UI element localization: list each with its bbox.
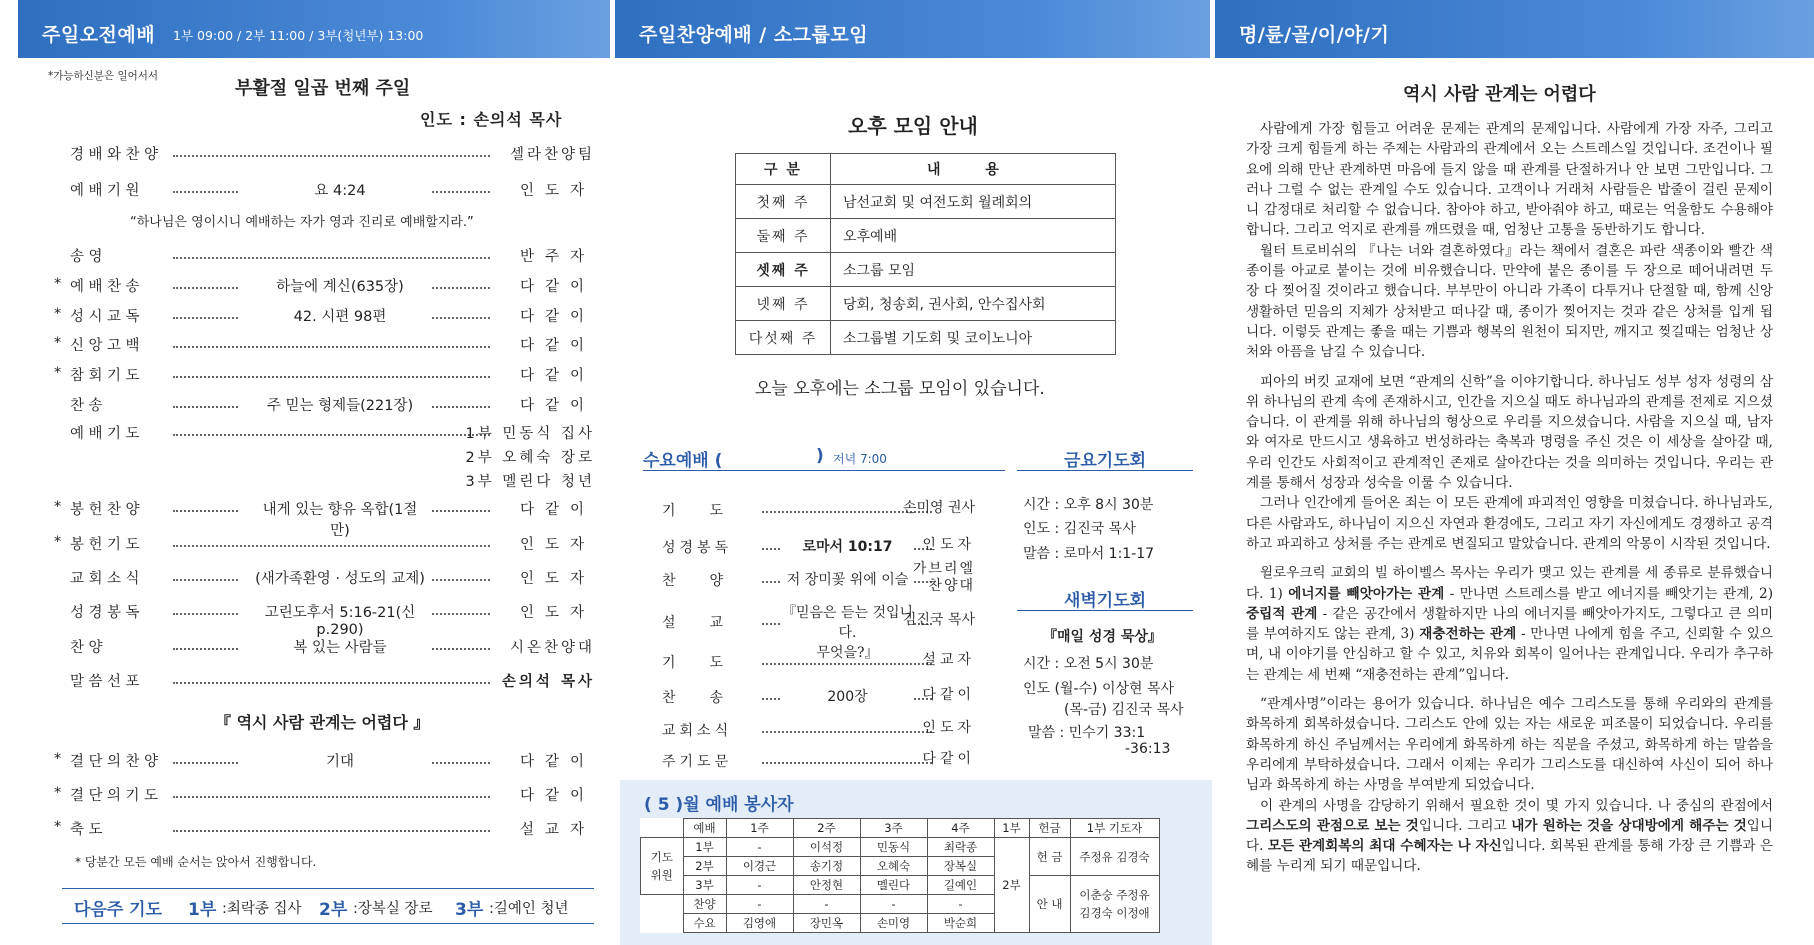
leader-dots (432, 317, 490, 319)
cell: 찬양 (683, 895, 726, 914)
wed-person: 김진국 목사 (902, 612, 975, 628)
leader-dots (173, 579, 238, 581)
order-detail: 기대 (325, 754, 354, 770)
col-head: 2주 (793, 819, 860, 838)
afternoon-table (735, 153, 1116, 355)
row-content: 오후예배 (831, 219, 1116, 253)
row-week: 넷째 주 (736, 287, 831, 321)
leader-dots (432, 406, 490, 408)
order-label: 예배찬송 (70, 279, 145, 295)
standing-mark: * (54, 306, 62, 322)
leader-dots (173, 434, 490, 436)
order-row (70, 143, 595, 165)
order-label: 참회기도 (70, 368, 145, 384)
cell: 안정현 (793, 876, 860, 895)
order-detail: 42. 시편 98편 (293, 309, 387, 325)
order-row (70, 179, 595, 201)
wed-detail: 저 장미꽃 위에 이슬 (786, 572, 909, 588)
prayer-2: 2부 오혜숙 장로 (465, 450, 595, 466)
essay-title: 역시 사람 관계는 어렵다 (1403, 84, 1596, 105)
wed-person: 다같이 (922, 687, 975, 703)
table-row (736, 287, 1116, 321)
row-content: 남선교회 및 여전도회 월례회의 (831, 185, 1116, 219)
wed-label: 기도 (662, 503, 758, 519)
order-detail: (새가족환영 · 성도의 교제) (255, 571, 425, 587)
leader-dots (432, 510, 490, 512)
next-part-2: 2부 (319, 900, 348, 920)
cell: 안 내 (1029, 876, 1070, 933)
order-person: 셀라찬양팀 (509, 147, 595, 163)
order-detail: 내게 있는 향유 옥합(1절만) (262, 502, 418, 539)
essay-body (1246, 119, 1773, 886)
order-row (70, 670, 595, 692)
order-person: 다같이 (519, 398, 595, 414)
cell: 헌 금 (1029, 838, 1070, 876)
wed-label: 기도 (662, 655, 758, 671)
blank-cell (641, 819, 684, 838)
leader-dots (173, 682, 490, 684)
dawn-line: (목-금) 김진국 목사 (1064, 702, 1184, 718)
order-person: 인도자 (519, 605, 595, 621)
leader-dots (432, 613, 490, 615)
vol-title: ( 5 )월 예배 봉사자 (644, 795, 794, 815)
standing-mark: * (54, 499, 62, 515)
blank-cell (641, 895, 684, 914)
order-person: 인도자 (519, 537, 595, 553)
order-person: 다같이 (519, 368, 595, 384)
order-row (54, 784, 595, 806)
volunteers-box (620, 780, 1212, 945)
next-week-prayer (62, 888, 594, 924)
wed-close: ) (816, 446, 824, 466)
table-row (736, 219, 1116, 253)
leader-dots (762, 731, 932, 733)
standing-mark: * (54, 751, 62, 767)
wed-detail: 『믿음은 듣는 것입니다. 무엇을?』 (781, 605, 914, 661)
leader-dots (173, 830, 490, 832)
cell: - (726, 895, 793, 914)
standing-mark: * (54, 335, 62, 351)
wed-person: 설교자 (922, 652, 975, 668)
wed-row (650, 687, 975, 709)
order-detail: 요 4:24 (314, 183, 366, 199)
essay-paragraph: 이 관계의 사명을 감당하기 위해서 필요한 것이 몇 가지 있습니다. 나 중심의 관점에서 그리스도의 관점으로 보는 것입니다. 그리고 내가 원하는 것을 상대방에게 해주는 것입니다. 모든 관계회복의 최대 수혜자는 나 자신입니다. 회복된 관계를 통해 가장 큰 기쁨과 은혜를 누리게 되기 때문입니다. (1246, 797, 1773, 875)
order-label: 축도 (70, 822, 108, 838)
sunday-morning-band (18, 0, 610, 58)
leader-dots (173, 762, 238, 764)
order-person: 다같이 (519, 502, 595, 518)
service-title: 부활절 일곱 번째 주일 (235, 78, 411, 99)
order-label: 경배와찬양 (70, 147, 163, 163)
essay-paragraph: 월터 트로비쉬의 『나는 너와 결혼하였다』라는 책에서 결혼은 파란 색종이와 빨간 색종이를 아교로 붙이는 것에 비유했습니다. 만약에 붙은 종이를 두 장으로 떼어내려면 두 장 다 찢어질 것이라고 했습니다. 부부만이 아니라 가족이 다투거나 단절할 때, 함께 신앙 생활하던 믿음의 지체가 상처받고 떠나갈 때, 종이가 찢어지는 것과 같은 상처를 입게 됩니다. 이렇듯 관계는 좋을 때는 기쁨과 행복의 원천이 되지만, 깨지고 찢길때는 엄청난 상처와 아픔을 남길 수 있습니다. (1246, 242, 1773, 361)
cell: 2부 (994, 838, 1029, 933)
next-name-3: :길예인 청년 (489, 901, 569, 917)
fri-line: 시간 : 오후 8시 30분 (1023, 497, 1154, 513)
row-week: 첫째 주 (736, 185, 831, 219)
cell: 박순희 (927, 914, 994, 933)
row-content: 당회, 청송회, 권사회, 안수집사회 (831, 287, 1116, 321)
order-person: 다같이 (519, 754, 595, 770)
standing-mark: * (54, 819, 62, 835)
order-row (70, 422, 595, 444)
leader-dots (173, 376, 490, 378)
leader-dots (762, 762, 932, 764)
standing-mark: * (54, 365, 62, 381)
row-week: 둘째 주 (736, 219, 831, 253)
leader-dots (173, 257, 490, 259)
wed-person: 가브리엘 찬양대 (912, 561, 975, 594)
dawn-line: 말씀 : 민수기 33:1 (1028, 725, 1146, 741)
leader-dots (173, 287, 238, 289)
next-name-1: :최락종 집사 (222, 901, 302, 917)
leader-dots (173, 155, 490, 157)
leader-dots (173, 613, 238, 615)
next-part-3: 3부 (455, 900, 484, 920)
wed-row (650, 720, 975, 742)
standing-mark: * (54, 785, 62, 801)
dawn-sub: 『매일 성경 묵상』 (1043, 629, 1162, 645)
fri-line: 인도 : 김진국 목사 (1023, 521, 1136, 537)
wed-row (650, 652, 975, 674)
cell: 수요 (683, 914, 726, 933)
leader: 인도 : 손의석 목사 (420, 110, 563, 129)
order-person: 다같이 (519, 338, 595, 354)
group-label: 기도 위원 (641, 838, 684, 895)
wed-row (650, 561, 975, 594)
order-person: 손의석 목사 (501, 674, 595, 690)
order-detail: 고린도후서 5:16-21(신p.290) (264, 605, 416, 638)
dawn-line: -36:13 (1125, 741, 1171, 757)
leader-dots (173, 191, 238, 193)
order-row (54, 533, 595, 555)
afternoon-band (615, 0, 1210, 58)
order-label: 교회소식 (70, 571, 145, 587)
table-row (736, 321, 1116, 355)
order-label: 예배기도 (70, 426, 145, 442)
order-person: 반주자 (519, 249, 595, 265)
order-label: 성경봉독 (70, 605, 145, 621)
cell: 이석정 (793, 838, 860, 857)
order-row (70, 636, 595, 658)
order-label: 봉헌찬양 (70, 502, 145, 518)
wed-detail: 200장 (827, 689, 868, 705)
col-head: 1주 (726, 819, 793, 838)
band-title: 주일오전예배 (42, 24, 156, 46)
dawn-header (1017, 586, 1193, 611)
col-head: 1부 (994, 819, 1029, 838)
leader-dots (173, 406, 238, 408)
order-row (70, 245, 595, 267)
wednesday-header (643, 446, 1005, 471)
col-head: 4주 (927, 819, 994, 838)
dawn-line: 시간 : 오전 5시 30분 (1023, 656, 1154, 672)
story-band (1215, 0, 1814, 58)
table-row (641, 876, 1160, 895)
cell: 민동식 (860, 838, 927, 857)
order-row (54, 498, 595, 539)
cell: 멜린다 (860, 876, 927, 895)
band-title: 명/륜/골/이/야/기 (1239, 24, 1390, 46)
fri-title: 금요기도회 (1063, 451, 1147, 471)
next-part-1: 1부 (188, 900, 217, 920)
order-row (70, 394, 595, 416)
wed-row (650, 537, 975, 559)
order-person: 다같이 (519, 309, 595, 325)
order-row (54, 750, 595, 772)
order-row (54, 364, 595, 386)
band-title: 주일찬양예배 / 소그룹모임 (639, 24, 869, 46)
afternoon-title: 오후 모임 안내 (848, 114, 978, 138)
order-person: 다같이 (519, 279, 595, 295)
prayer-3: 3부 멜린다 청년 (465, 474, 595, 490)
volunteer-table (640, 818, 1160, 933)
leader-dots (173, 346, 490, 348)
order-label: 결단의기도 (70, 788, 163, 804)
order-person: 1부 민동식 집사 (465, 426, 595, 442)
cell: - (860, 895, 927, 914)
order-label: 찬송 (70, 398, 108, 414)
order-person: 시온찬양대 (509, 640, 595, 656)
cell: 오혜숙 (860, 857, 927, 876)
cell: 손미영 (860, 914, 927, 933)
order-person: 인도자 (519, 183, 595, 199)
order-label: 송영 (70, 249, 108, 265)
footnote: * 당분간 모든 예배 순서는 앉아서 진행합니다. (75, 855, 317, 869)
order-detail: 하늘에 계신(635장) (276, 279, 404, 295)
order-label: 봉헌기도 (70, 537, 145, 553)
order-row (54, 334, 595, 356)
leader-dots (173, 545, 490, 547)
leader-dots (432, 287, 490, 289)
row-content: 소그룹별 기도회 및 코이노니아 (831, 321, 1116, 355)
cell: - (726, 876, 793, 895)
order-detail: 복 있는 사람들 (293, 640, 387, 656)
col-head: 3주 (860, 819, 927, 838)
wed-label: 설교 (662, 615, 758, 631)
band-subtitle: 1부 09:00 / 2부 11:00 / 3부(청년부) 13:00 (173, 28, 424, 43)
order-row (70, 601, 595, 638)
wed-person: 인도자 (922, 720, 975, 736)
leader-dots (173, 796, 490, 798)
order-row (54, 818, 595, 840)
cell: 이경근 (726, 857, 793, 876)
wed-detail: 로마서 10:17 (802, 539, 893, 555)
order-label: 찬양 (70, 640, 108, 656)
order-label: 결단의찬양 (70, 754, 163, 770)
dawn-line: 인도 (월-수) 이상현 목사 (1023, 681, 1175, 697)
wed-label: 찬송 (662, 690, 758, 706)
leader-dots (432, 579, 490, 581)
essay-paragraph: 사람에게 가장 힘들고 어려운 문제는 관계의 문제입니다. 사람에게 가장 자주, 그리고 가장 크게 힘들게 하는 주제는 사람과의 관계에서 오는 스트레스일 것입니다. 조건이나 필요에 의해 만난 관계하면 마음에 들지 않을 때 관계를 단절하거나 안 보면 그만입니다. 그러나 그럴 수 없는 관계일 수도 있습니다. 고객이나 거래처 사람들은 밥줄이 걸린 문제이니 감정대로 처리할 수 없습니다. 참아야 하고, 받아줘야 하고, 때로는 억울함도 수용해야 합니다. 그리고 억지로 관계를 깨뜨렸을 때, 엄청난 고통을 동반하기도 합니다. (1246, 121, 1773, 239)
cell: 3부 (683, 876, 726, 895)
wed-label: 성경봉독 (662, 540, 733, 556)
col-head: 예배 (683, 819, 726, 838)
afternoon-notice: 오늘 오후에는 소그룹 모임이 있습니다. (755, 379, 1045, 399)
row-week: 다섯째 주 (736, 321, 831, 355)
standing-mark: * (54, 276, 62, 292)
order-detail: 주 믿는 형제들(221장) (266, 398, 414, 414)
cell: 장복실 (927, 857, 994, 876)
cell: - (726, 838, 793, 857)
order-person: 인도자 (519, 571, 595, 587)
table-row (641, 819, 1160, 838)
wed-label: 교회소식 (662, 723, 733, 739)
wed-row (650, 500, 975, 522)
order-row (70, 567, 595, 589)
order-label: 신앙고백 (70, 338, 145, 354)
standing-mark: * (54, 534, 62, 550)
header-category: 구 분 (736, 154, 831, 185)
wed-person: 손미영 권사 (902, 500, 975, 516)
order-label: 예배기원 (70, 183, 145, 199)
standing-note: *가능하신분은 일어서서 (48, 70, 159, 82)
leader-dots (762, 663, 932, 665)
wed-row (650, 751, 975, 773)
leader-dots (432, 648, 490, 650)
row-content: 소그룹 모임 (831, 253, 1116, 287)
header-content: 내 용 (831, 154, 1116, 185)
order-row (54, 305, 595, 327)
friday-header (1017, 446, 1193, 471)
table-row (641, 838, 1160, 857)
cell: 송기정 (793, 857, 860, 876)
dawn-title: 새벽기도회 (1063, 591, 1147, 611)
scripture-quote: “하나님은 영이시니 예배하는 자가 영과 진리로 예배할지라.” (130, 215, 474, 230)
col-head: 1부 기도자 (1070, 819, 1159, 838)
next-label: 다음주 기도 (74, 900, 163, 920)
wed-time: 저녁 7:00 (833, 452, 887, 466)
wed-person: 다같이 (922, 751, 975, 767)
cell: 김영애 (726, 914, 793, 933)
cell: - (927, 895, 994, 914)
order-label: 성시교독 (70, 309, 145, 325)
sermon-title: 『 역시 사람 관계는 어렵다 』 (215, 713, 430, 732)
fri-line: 말씀 : 로마서 1:1-17 (1023, 546, 1155, 562)
leader-dots (173, 317, 238, 319)
leader-dots (432, 191, 490, 193)
wed-label: 찬양 (662, 573, 758, 589)
cell: 이춘숭 주정유 김경숙 이정애 (1070, 876, 1159, 933)
order-label: 말씀선포 (70, 674, 145, 690)
table-row (736, 253, 1116, 287)
table-header (736, 154, 1116, 185)
leader-dots (432, 762, 490, 764)
wed-person: 인도자 (922, 537, 975, 553)
blank-cell (641, 914, 684, 933)
essay-paragraph: 피아의 버킷 교재에 보면 “관계의 신학”을 이야기합니다. 하나님도 성부 성자 성령의 삼위 하나님의 관계 속에 존재하시고, 인간을 지으실 때도 하나님과의 관계를 전제로 지으셨습니다. 이 관계를 위해 하나님의 형상으로 우리를 지으셨습니다. 사람을 지으실 때, 남자와 여자로 만드시고 생육하고 번성하라는 축복과 명령을 주신 것은 이 세상을 살아갈 때, 우리 인간도 사회적이고 관계적인 존재로 살아간다는 것을 의미하는 것입니다. 우리는 관계를 통해서 성장과 성숙을 이룰 수 있습니다. (1246, 373, 1773, 492)
essay-paragraph: 윌로우크릭 교회의 빌 하이벨스 목사는 우리가 맺고 있는 관계를 세 종류로 분류했습니다. 1) 에너지를 빼앗아가는 관계 - 만나면 스트레스를 받고 에너지를 빼앗기는 관계, 2) 중립적 관계 - 같은 공간에서 생활하지만 나의 에너지를 빼앗아가지도, 그렇다고 큰 의미를 부여하지도 않는 관계, 3) 재충전하는 관계 - 만나면 나에게 힘을 주고, 신뢰할 수 있으며, 내 이야기를 안심하고 할 수 있고, 치유와 회복이 일어나는 관계입니다. 우리가 추구하는 관계는 세 번째 “재충전하는 관계”입니다. (1246, 565, 1774, 683)
order-row (54, 275, 595, 297)
leader-dots (173, 648, 238, 650)
cell: 장민옥 (793, 914, 860, 933)
order-person: 다같이 (519, 788, 595, 804)
cell: 1부 (683, 838, 726, 857)
col-head: 헌금 (1029, 819, 1070, 838)
cell: 주정유 김경숙 (1070, 838, 1159, 876)
cell: 2부 (683, 857, 726, 876)
order-person: 설교자 (519, 822, 595, 838)
leader-dots (173, 510, 238, 512)
table-row (736, 185, 1116, 219)
wed-label: 주기도문 (662, 754, 733, 770)
row-week: 셋째 주 (736, 253, 831, 287)
wed-title: 수요예배 ( (643, 451, 723, 471)
next-name-2: :장복실 장로 (353, 901, 433, 917)
cell: 최락종 (927, 838, 994, 857)
cell: 길예인 (927, 876, 994, 895)
essay-paragraph: “관계사명”이라는 용어가 있습니다. 하나님은 예수 그리스도를 통해 우리와의 관계를 화목하게 회복하셨습니다. 그리스도 안에 있는 자는 새로운 피조물이 되었습니다. 우리를 화목하게 하신 주님께서는 우리에게 화목하게 하는 직분을 주셨고, 화목하게 하는 말씀을 우리에게 부탁하셨습니다. 그래서 이제는 우리가 그리스도를 대신하여 사신이 되어 하나님과 화목하게 하는 사명을 부여받게 되었습니다. (1246, 696, 1773, 794)
cell: - (793, 895, 860, 914)
essay-paragraph: 그러나 인간에게 들어온 죄는 이 모든 관계에 파괴적인 영향을 미쳤습니다. 하나님과도, 다른 사람과도, 하나님이 지으신 자연과 환경에도, 그리고 자기 자신에게도 경쟁하고 공격하고 파괴하고 상처를 주는 관계로 변질되고 말았습니다. 관계의 악몽이 시작된 것입니다. (1246, 495, 1773, 552)
